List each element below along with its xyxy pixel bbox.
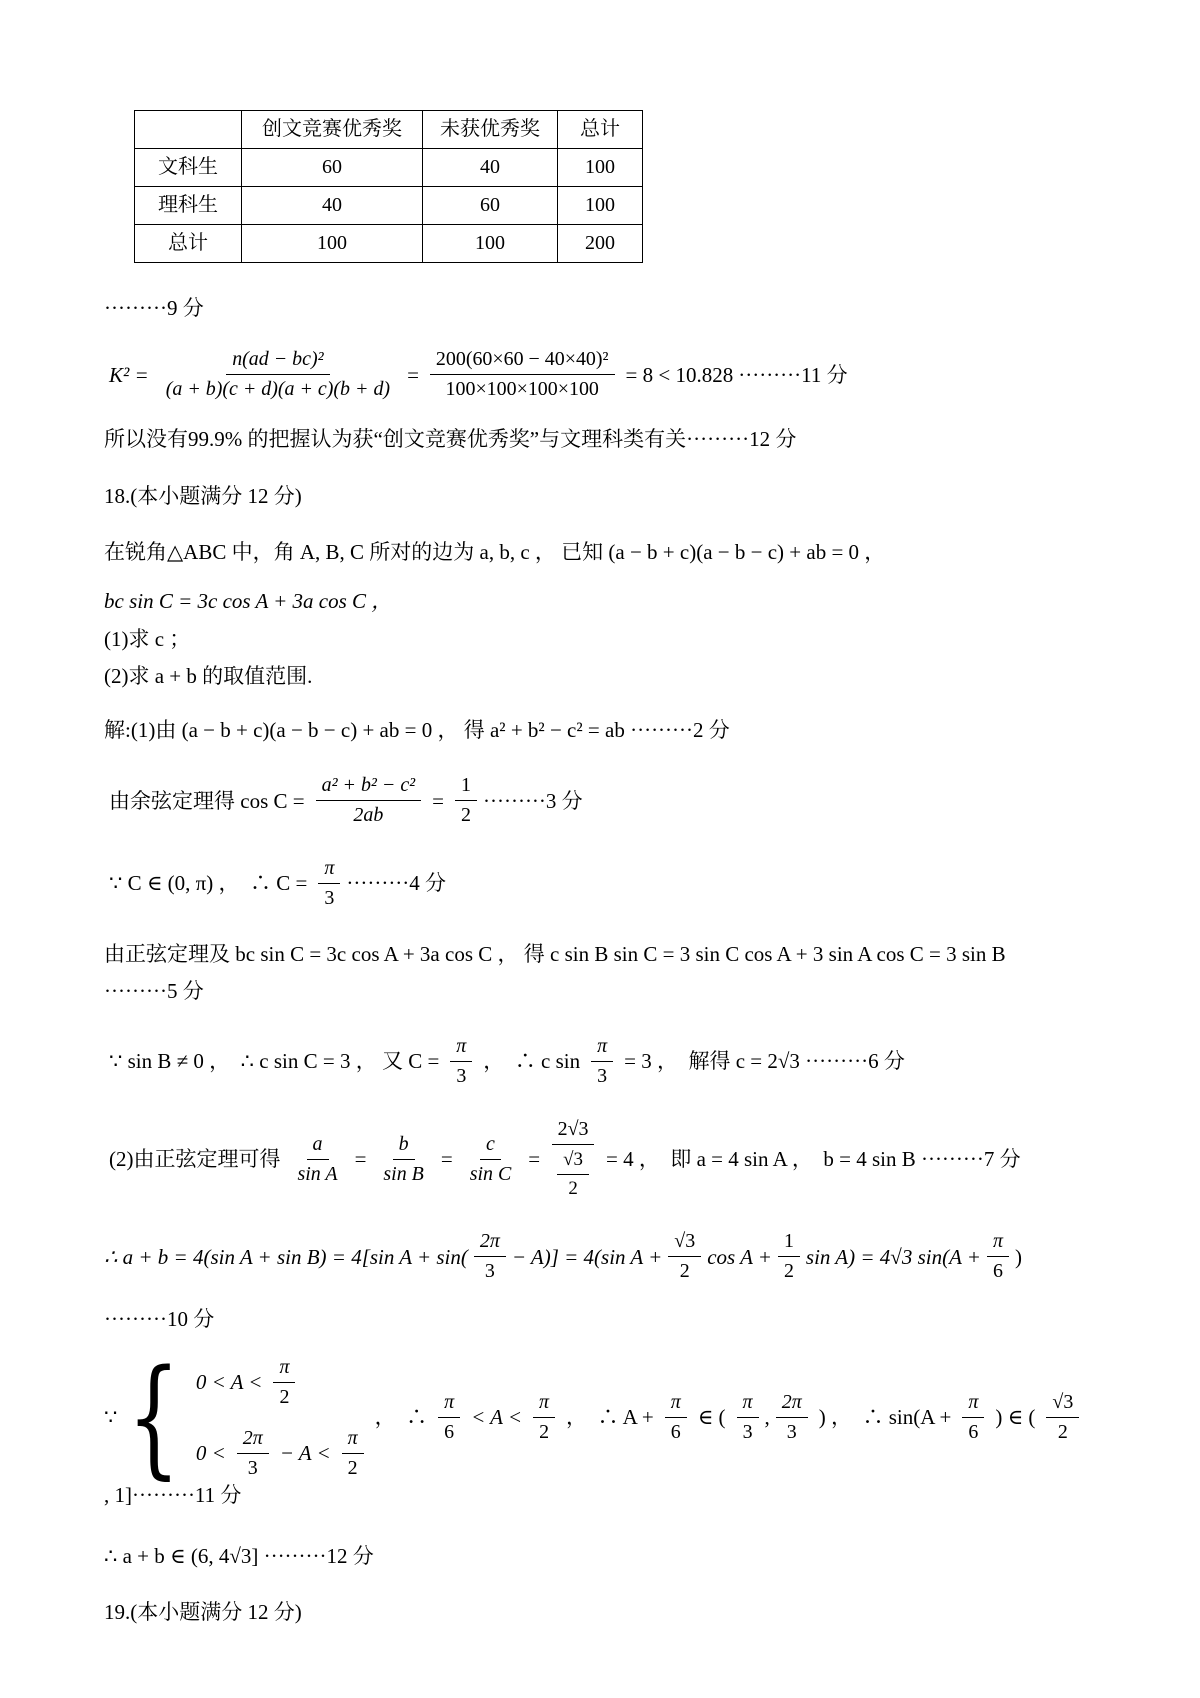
math-text: ) [1014, 1244, 1022, 1269]
problem-statement-2: bc sin C = 3c cos A + 3a cos C ， [104, 588, 393, 613]
fraction-denominator: 6 [968, 1421, 979, 1444]
fraction-numerator: π [533, 1390, 555, 1418]
fraction [450, 1034, 472, 1089]
table-header-row [135, 111, 643, 149]
fraction-denominator [551, 1145, 595, 1202]
math-text: ， ∴ A + [566, 1405, 654, 1430]
fraction-numerator: 1 [455, 773, 477, 801]
equals-sign: = [354, 1146, 367, 1171]
part2-sine-rule-line [104, 1117, 1110, 1202]
fraction-numerator: π [342, 1426, 364, 1454]
score-marker-10: ·········10 分 [104, 1307, 215, 1332]
question-19-header: 19.(本小题满分 12 分) [104, 1600, 302, 1625]
score-marker-9: ·········9 分 [104, 296, 204, 320]
table-header-cell: 未获优秀奖 [423, 111, 558, 149]
fraction-denominator: (a + b)(c + d)(a + c)(b + d) [165, 378, 391, 401]
fraction [987, 1229, 1009, 1284]
fraction-denominator: 3 [484, 1260, 495, 1283]
math-text: K² = [109, 362, 149, 387]
score-marker-11: ·········11 分 [738, 362, 848, 387]
final-answer-line: ∴ a + b ∈ (6, 4√3] ·········12 分 [104, 1543, 374, 1568]
fraction-denominator: 2 [279, 1385, 290, 1408]
math-text: − A)] = 4(sin A + [511, 1244, 663, 1269]
fraction [665, 1390, 687, 1445]
equals-sign: = [528, 1146, 541, 1171]
comma: , [764, 1405, 770, 1430]
math-text: ) ∈ ( [995, 1405, 1036, 1430]
table-cell: 40 [423, 149, 558, 187]
fraction-denominator: 3 [597, 1064, 608, 1087]
fraction [318, 856, 340, 911]
fraction [474, 1229, 506, 1284]
fraction-numerator: 2π [237, 1426, 269, 1454]
fraction-numerator: 2π [776, 1390, 808, 1418]
compound-fraction [551, 1117, 595, 1202]
row-label: 文科生 [135, 149, 242, 187]
table-header-cell: 创文竞赛优秀奖 [242, 111, 423, 149]
cosine-rule-line [104, 773, 1110, 828]
math-text: ∴ a + b = 4(sin A + sin B) = 4[sin A + sin( [104, 1244, 468, 1269]
math-text: sin A) = 4√3 sin(A + [805, 1244, 981, 1269]
fraction [737, 1390, 759, 1445]
fraction-denominator: sin C [469, 1162, 512, 1185]
fraction-numerator: a [307, 1132, 329, 1160]
fraction-numerator: 2√3 [552, 1117, 595, 1145]
table-cell: 100 [558, 187, 643, 225]
fraction-numerator: n(ad − bc)² [226, 347, 329, 375]
fraction-denominator: 2 [679, 1260, 690, 1283]
fraction-denominator: 6 [992, 1260, 1003, 1283]
row-label: 理科生 [135, 187, 242, 225]
because-symbol: ∵ [104, 1405, 118, 1430]
fraction [316, 773, 422, 828]
table-row [135, 149, 643, 187]
fraction-denominator: 3 [786, 1421, 797, 1444]
c-value-line [104, 856, 1110, 911]
table-cell: 40 [242, 187, 423, 225]
score-marker-11b: , 1]·········11 分 [104, 1483, 242, 1508]
sine-rule-derivation: 由正弦定理及 bc sin C = 3c cos A + 3a cos C ， 得 c sin B sin C = 3 sin C cos A + 3 sin A cos C = 3 sin B [104, 942, 1006, 967]
fraction-denominator: 2 [347, 1456, 358, 1479]
fraction [464, 1132, 518, 1187]
sub-question-1: (1)求 c ； [104, 627, 191, 652]
cases-block [191, 1355, 370, 1481]
sinb-nonzero-line [104, 1034, 1110, 1089]
fraction-numerator: π [665, 1390, 687, 1418]
equals-sign: = [407, 362, 419, 387]
fraction-numerator: b [393, 1132, 415, 1160]
fraction-numerator: π [962, 1390, 984, 1418]
table-row [135, 187, 643, 225]
fraction-numerator: c [480, 1132, 501, 1160]
score-marker-5: ·········5 分 [104, 978, 204, 1003]
fraction [962, 1390, 984, 1445]
table-row [135, 225, 643, 263]
math-text: 0 < [195, 1440, 226, 1465]
fraction-denominator: sin B [383, 1162, 424, 1185]
equals-sign: = [432, 788, 445, 813]
fraction [342, 1426, 364, 1481]
fraction [273, 1355, 295, 1410]
case-row [191, 1355, 370, 1410]
score-marker-3: ·········3 分 [482, 788, 583, 813]
fraction-numerator: π [591, 1034, 613, 1062]
table-header-cell: 总计 [558, 111, 643, 149]
math-text: ) ， ∴ sin(A + [818, 1405, 952, 1430]
fraction [533, 1390, 555, 1445]
math-text: 0 < A < [195, 1369, 263, 1394]
fraction-denominator: 6 [444, 1421, 455, 1444]
fraction [430, 347, 615, 402]
fraction-numerator: a² + b² − c² [316, 773, 422, 801]
table-corner-cell [135, 111, 242, 149]
left-brace: { [127, 1342, 181, 1492]
math-text: (2)由正弦定理可得 [109, 1146, 281, 1171]
math-text: < A < [471, 1405, 523, 1430]
table-cell: 60 [423, 187, 558, 225]
fraction-denominator: 2 [783, 1260, 794, 1283]
math-text: cos A + [707, 1244, 772, 1269]
fraction [438, 1390, 460, 1445]
table-cell: 100 [423, 225, 558, 263]
conclusion-line: 所以没有99.9% 的把握认为获“创文竞赛优秀奖”与文理科类有关·········12 分 [104, 427, 797, 452]
table-cell: 200 [558, 225, 643, 263]
fraction [778, 1229, 800, 1284]
math-text: ， ∴ [374, 1405, 428, 1430]
a-plus-b-expansion-line [104, 1229, 1110, 1284]
fraction-denominator: 2ab [353, 804, 384, 827]
math-text: ∵ sin B ≠ 0 ， ∴ c sin C = 3 ， 又 C = [109, 1049, 440, 1074]
fraction-numerator: π [737, 1390, 759, 1418]
inner-fraction [557, 1148, 589, 1201]
fraction [377, 1132, 429, 1187]
row-label: 总计 [135, 225, 242, 263]
table-cell: 100 [242, 225, 423, 263]
math-text: ， ∴ c sin [483, 1049, 581, 1074]
math-text: ∈ ( [697, 1405, 726, 1430]
fraction-denominator: 100×100×100×100 [445, 378, 599, 401]
fraction-numerator: π [438, 1390, 460, 1418]
fraction-denominator: 6 [670, 1421, 681, 1444]
fraction [160, 347, 396, 402]
fraction [776, 1390, 808, 1445]
fraction [455, 773, 477, 828]
fraction-denominator: sin A [297, 1162, 338, 1185]
fraction-numerator: 1 [778, 1229, 800, 1257]
cases-inequality-line [104, 1342, 1110, 1511]
fraction-denominator: 2 [1057, 1421, 1068, 1444]
solution-step-1: 解:(1)由 (a − b + c)(a − b − c) + ab = 0 ， 得 a² + b² − c² = ab ·········2 分 [104, 717, 730, 742]
fraction-denominator: 3 [742, 1421, 753, 1444]
fraction [668, 1229, 701, 1284]
math-text: = 8 < 10.828 [625, 362, 734, 387]
case-row [191, 1426, 370, 1481]
fraction-denominator: 2 [568, 1177, 578, 1199]
fraction-numerator: √3 [1046, 1390, 1079, 1418]
math-text: ∵ C ∈ (0, π) ， ∴ C = [109, 871, 308, 896]
fraction-numerator: 200(60×60 − 40×40)² [430, 347, 615, 375]
table-cell: 60 [242, 149, 423, 187]
k-squared-formula-line [104, 347, 1110, 402]
fraction-denominator: 3 [247, 1456, 258, 1479]
math-text: = 3 ， 解得 c = 2√3 ·········6 分 [624, 1049, 905, 1074]
table-cell: 100 [558, 149, 643, 187]
math-text: = 4 ， 即 a = 4 sin A ， b = 4 sin B ·········7 分 [605, 1146, 1021, 1171]
equals-sign: = [440, 1146, 453, 1171]
fraction-numerator: √3 [557, 1148, 589, 1175]
fraction-numerator: π [273, 1355, 295, 1383]
fraction [292, 1132, 344, 1187]
fraction [591, 1034, 613, 1089]
statistics-table [134, 110, 643, 263]
fraction-numerator: π [987, 1229, 1009, 1257]
problem-statement-1: 在锐角△ABC 中，角 A, B, C 所对的边为 a, b, c ， 已知 (a − b + c)(a − b − c) + ab = 0 ， [104, 540, 886, 565]
fraction-numerator: π [318, 856, 340, 884]
fraction-denominator: 2 [461, 804, 471, 827]
score-marker-4: ·········4 分 [346, 871, 447, 896]
fraction-denominator: 3 [456, 1064, 467, 1087]
fraction-denominator: 2 [539, 1421, 550, 1444]
sub-question-2: (2)求 a + b 的取值范围. [104, 663, 313, 688]
fraction-numerator: π [450, 1034, 472, 1062]
math-text: 由余弦定理得 cos C = [109, 788, 305, 813]
fraction-numerator: √3 [668, 1229, 701, 1257]
math-text: − A < [279, 1440, 331, 1465]
fraction [1046, 1390, 1079, 1445]
fraction-denominator: 3 [324, 887, 335, 910]
fraction-numerator: 2π [474, 1229, 506, 1257]
fraction [237, 1426, 269, 1481]
question-18-header: 18.(本小题满分 12 分) [104, 483, 302, 508]
